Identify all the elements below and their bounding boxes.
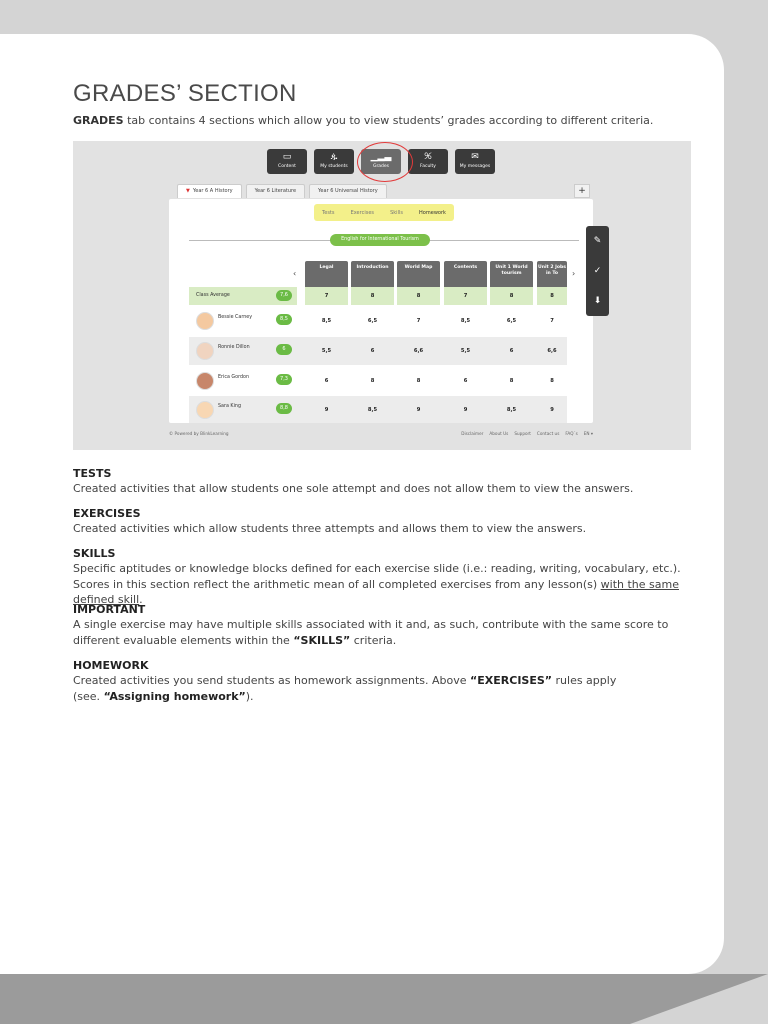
- tab-year6-a-history[interactable]: [177, 184, 242, 198]
- average-badge: 8,5: [276, 314, 292, 325]
- column-header: Contents: [444, 261, 487, 287]
- envelope-icon: ✉: [471, 152, 479, 162]
- homework-text3: (see.: [73, 689, 104, 703]
- nav-label: My messages: [459, 164, 491, 169]
- homework-text2: rules apply: [552, 674, 617, 687]
- table-row[interactable]: [189, 337, 567, 365]
- section-exercises: [73, 506, 713, 537]
- important-text: A single exercise may have multiple skills associated with it and, as such, contribute with the same score to different evaluable elements within the: [73, 618, 669, 647]
- grade-cell: 9: [416, 407, 421, 413]
- section-text: [73, 617, 713, 648]
- column-header: Unit 2 Jobs in To: [537, 261, 567, 287]
- section-text: Created activities which allow students three attempts and allows them to view the answers.: [73, 522, 587, 535]
- footer-link-faq[interactable]: FAQ´s: [565, 431, 578, 436]
- tab-label: Year 6 A History: [192, 188, 233, 194]
- grade-cell: 8,5: [506, 407, 517, 413]
- section-heading: SKILLS: [73, 547, 116, 560]
- section-skills: [73, 546, 713, 608]
- nav-label: My students: [320, 164, 348, 169]
- footer-link-disclaimer[interactable]: Disclaimer: [461, 431, 484, 436]
- column-header: World Map: [397, 261, 440, 287]
- grade-cell: 5,5: [460, 348, 471, 354]
- avatar: [196, 401, 214, 419]
- grade-cell: 6: [509, 348, 514, 354]
- important-end: criteria.: [350, 633, 397, 647]
- intro-text: tab contains 4 sections which allow you to view students’ grades according to different criteria.: [123, 114, 654, 127]
- skills-underlined: with the same defined skill: [73, 577, 679, 606]
- section-heading: HOMEWORK: [73, 659, 149, 672]
- unit-selector[interactable]: English for International Tourism: [330, 234, 430, 246]
- nav-my-students[interactable]: [314, 149, 354, 174]
- avatar: [196, 312, 214, 330]
- homework-text1: Created activities you send students as homework assignments. Above: [73, 674, 471, 687]
- grades-panel: [169, 199, 593, 423]
- important-bold: “SKILLS”: [293, 633, 351, 647]
- grade-cell: 8: [351, 287, 394, 305]
- powered-by: © Powered by BlinkLearning: [169, 431, 229, 436]
- grade-cell: 8: [490, 287, 533, 305]
- section-important: [73, 602, 713, 648]
- tab-label: Year 6 Literature: [254, 188, 297, 194]
- tab-year6-literature[interactable]: [246, 184, 305, 198]
- nav-my-messages[interactable]: [455, 149, 495, 174]
- skills-text: Specific aptitudes or knowledge blocks defined for each exercise slide (i.e.: reading, writing, vocabulary, etc.). Scores in this section reflect the arithmetic mean of all completed exercises from any lesson(s): [73, 562, 681, 591]
- table-row-class-average: [189, 287, 567, 305]
- student-name: Bessie Carney: [218, 315, 253, 320]
- avatar: [196, 372, 214, 390]
- side-toolbar: [586, 226, 609, 316]
- section-text: Created activities that allow students one sole attempt and does not allow them to view the answers.: [73, 482, 634, 495]
- assigning-homework-link[interactable]: “Assigning homework”: [103, 689, 246, 703]
- grade-cell: 6: [370, 348, 375, 354]
- nav-label: Faculty: [420, 164, 436, 169]
- grade-cell: 8: [397, 287, 440, 305]
- intro-bold: GRADES: [73, 114, 124, 127]
- grade-cell: 6: [324, 378, 329, 384]
- nav-faculty[interactable]: [408, 149, 448, 174]
- average-badge: 7,6: [276, 290, 292, 301]
- grade-cell: 7: [305, 287, 348, 305]
- section-heading: TESTS: [73, 467, 112, 480]
- column-header: Unit 1 World tourism: [490, 261, 533, 287]
- page-title: GRADES’ SECTION: [73, 80, 297, 107]
- grade-cell: 9: [550, 407, 554, 413]
- avatar: [196, 342, 214, 360]
- name-cell: [189, 367, 297, 395]
- homework-bold1: “EXERCISES”: [470, 674, 553, 687]
- column-header: Legal: [305, 261, 348, 287]
- footer-link-contact[interactable]: Contact us: [536, 431, 560, 436]
- grade-cell: 8,5: [460, 318, 471, 324]
- footer-links: [461, 431, 593, 436]
- student-name: Ronnie Dillon: [218, 345, 250, 350]
- tab-year6-universal-history[interactable]: [309, 184, 387, 198]
- grade-cell: 8,5: [367, 407, 378, 413]
- student-name: Sara King: [218, 404, 241, 409]
- bottom-corner: [630, 974, 768, 1024]
- student-name: Class Average: [196, 293, 230, 298]
- grades-highlight-ring: [357, 142, 413, 182]
- section-homework: [73, 658, 713, 704]
- name-cell: [189, 307, 297, 335]
- check-icon[interactable]: ✓: [593, 266, 602, 276]
- caret-down-icon: ▼: [186, 188, 190, 194]
- grades-screenshot: [73, 141, 691, 450]
- nav-label: Grades: [372, 164, 390, 169]
- faculty-icon: ꕑ: [424, 152, 432, 162]
- grade-cell: 8: [537, 287, 567, 305]
- grade-cell: 6,6: [413, 348, 424, 354]
- grade-cell: 9: [463, 407, 468, 413]
- name-cell: [189, 287, 297, 305]
- grade-cell: 8: [370, 378, 375, 384]
- tab-label: Year 6 Universal History: [318, 188, 378, 194]
- class-tabs: [177, 184, 387, 198]
- average-badge: 8,8: [276, 403, 292, 414]
- grade-cell: 6: [463, 378, 468, 384]
- filter-homework[interactable]: Homework: [419, 209, 446, 216]
- average-badge: 6: [276, 344, 292, 355]
- section-tests: [73, 466, 713, 497]
- grade-cell: 8: [509, 378, 514, 384]
- chevron-left-icon[interactable]: ‹: [293, 269, 297, 278]
- section-heading: EXERCISES: [73, 507, 141, 520]
- grade-cell: 7: [416, 318, 421, 324]
- nav-content[interactable]: [267, 149, 307, 174]
- column-header: Introduction: [351, 261, 394, 287]
- grade-cell: 6,5: [367, 318, 378, 324]
- table-row[interactable]: [189, 396, 567, 423]
- chevron-right-icon[interactable]: ›: [572, 269, 576, 278]
- grade-filters: [314, 204, 454, 221]
- table-row[interactable]: [189, 307, 567, 335]
- language-selector[interactable]: EN ▾: [583, 431, 593, 436]
- students-icon: ዹ: [330, 152, 338, 162]
- name-cell: [189, 396, 297, 423]
- section-text: [73, 673, 713, 704]
- grade-cell: 8: [416, 378, 421, 384]
- name-cell: [189, 337, 297, 365]
- section-heading: IMPORTANT: [73, 603, 146, 616]
- section-text: [73, 561, 713, 608]
- add-tab-button[interactable]: +: [574, 184, 590, 198]
- edit-icon[interactable]: ✎: [593, 236, 602, 246]
- average-badge: 7,3: [276, 374, 292, 385]
- nav-label: Content: [278, 164, 296, 169]
- grades-icon: ▁▂▃: [370, 152, 392, 162]
- grade-cell: 6,6: [547, 348, 557, 354]
- grade-cell: 7: [550, 318, 554, 324]
- grade-cell: 6,5: [506, 318, 517, 324]
- grade-cell: 8: [550, 378, 554, 384]
- homework-end: ).: [245, 689, 254, 703]
- grade-cell: 5,5: [321, 348, 332, 354]
- filter-tests[interactable]: Tests: [322, 209, 335, 216]
- grade-cell: 9: [324, 407, 329, 413]
- footer-link-support[interactable]: Support: [514, 431, 531, 436]
- grade-cell: 7: [444, 287, 487, 305]
- intro-paragraph: [73, 114, 713, 127]
- monitor-icon: ▭: [282, 152, 292, 162]
- student-name: Erica Gordon: [218, 375, 249, 380]
- skills-end: .: [139, 593, 143, 606]
- grade-cell: 8,5: [321, 318, 332, 324]
- table-row[interactable]: [189, 367, 567, 395]
- filter-exercises[interactable]: Exercises: [350, 209, 375, 216]
- download-icon[interactable]: ⬇: [593, 296, 602, 306]
- filter-skills[interactable]: Skills: [390, 209, 403, 216]
- footer-link-about[interactable]: About Us: [489, 431, 509, 436]
